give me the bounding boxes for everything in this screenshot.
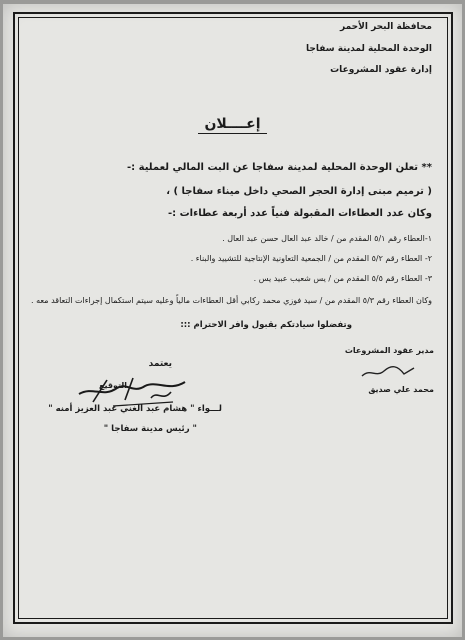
signatory-title: " رئيس مدينة سفاجا " (103, 424, 197, 434)
bid-item: ٢- العطاء رقم ٥/٢ المقدم من / الجمعية التعاونية الإنتاجية للتشييد والبناء . (190, 254, 432, 263)
governorate-line: محافظة البحر الأحمر (340, 22, 432, 32)
bid-item: ١-العطاء رقم ٥/١ المقدم من / خالد عبد العال حسن عبد العال . (222, 234, 432, 243)
announcement-title-text: إعــــلان (198, 116, 266, 134)
closing-line: وتفضلوا سيادتكم بقبول وافر الاحترام ::: (180, 320, 352, 330)
project-name: ( ترميم مبنى إدارة الحجر الصحي داخل ميناء سفاجا ) ، (166, 186, 432, 197)
department-line: إدارة عقود المشروعات (330, 65, 432, 75)
manager-name: محمد علي صديق (368, 385, 434, 394)
inner-border (18, 17, 448, 619)
document-page (3, 4, 462, 637)
winning-bid-statement: وكان العطاء رقم ٥/٣ المقدم من / سيد فوزي محمد ركابي أقل العطاءات مالياً وعليه سيتم استكمال إجراءات التعاقد معه . (31, 296, 432, 305)
signature-label: التوقيع (99, 381, 127, 390)
bids-count: وكان عدد العطاءات المقبولة فنياً عدد أربعة عطاءات :- (168, 208, 432, 219)
manager-title: مدير عقود المشروعات (344, 346, 434, 355)
announcement-intro: ** تعلن الوحدة المحلية لمدينة سفاجا عن البت المالي لعملية :- (127, 162, 432, 173)
approval-label: يعتمد (148, 359, 172, 369)
page-border (13, 12, 453, 624)
bid-item: ٣- العطاء رقم ٥/٥ المقدم من / يس شعيب عبيد يس . (253, 274, 432, 283)
signatory-name: لـــواء " هشام عبد الغني عبد العزيز أمنه " (48, 404, 222, 414)
announcement-title (3, 116, 462, 134)
local-unit-line: الوحدة المحلية لمدينة سفاجا (306, 44, 432, 54)
